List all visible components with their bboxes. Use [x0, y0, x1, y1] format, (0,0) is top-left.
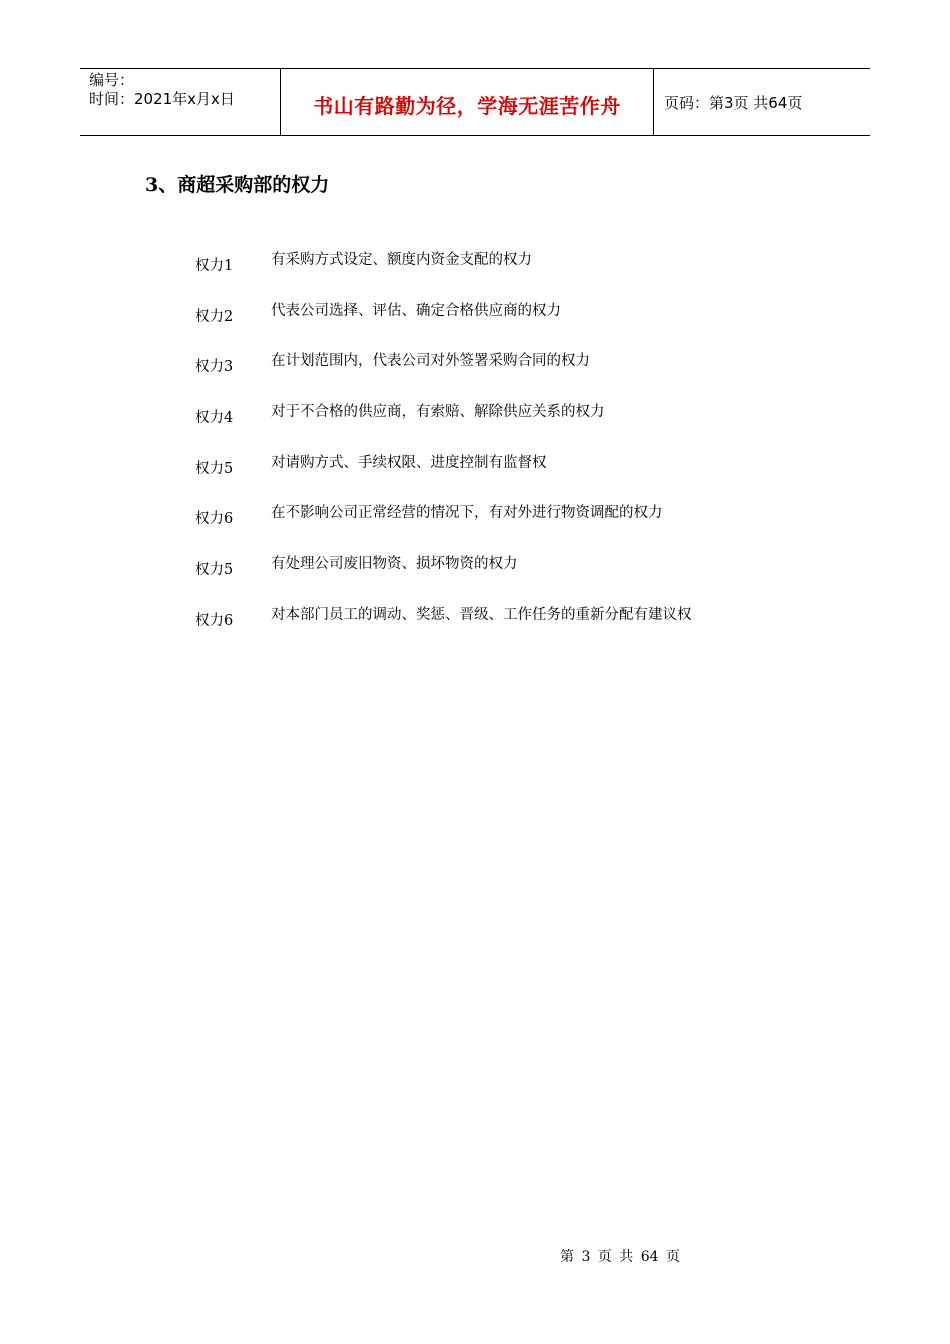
list-item	[195, 501, 835, 552]
power-desc: 对本部门员工的调动、奖惩、晋级、工作任务的重新分配有建议权	[271, 606, 692, 623]
powers-list	[195, 248, 835, 654]
date-label: 时间：2021年x月x日	[89, 90, 235, 108]
power-label: 权力1	[195, 258, 234, 274]
power-desc: 在不影响公司正常经营的情况下，有对外进行物资调配的权力	[271, 505, 663, 522]
section-title: 3、商超采购部的权力	[145, 174, 330, 196]
power-label: 权力6	[195, 612, 234, 629]
power-label: 权力2	[195, 308, 234, 325]
motto-text: 书山有路勤为径，学海无涯苦作舟	[313, 93, 621, 118]
power-desc: 有处理公司废旧物资、损坏物资的权力	[271, 556, 518, 573]
header-meta-cell	[80, 69, 281, 135]
list-item	[195, 349, 835, 400]
list-item	[195, 552, 835, 603]
power-label: 权力3	[195, 359, 234, 376]
page-info: 页码：第3页 共64页	[664, 93, 803, 112]
number-label: 编号：	[89, 71, 135, 89]
list-item	[195, 248, 835, 299]
page-footer: 第 3 页 共 64 页	[560, 1249, 680, 1265]
power-desc: 在计划范围内，代表公司对外签署采购合同的权力	[271, 353, 590, 370]
list-item	[195, 603, 835, 654]
power-label: 权力6	[195, 511, 234, 528]
power-desc: 代表公司选择、评估、确定合格供应商的权力	[271, 302, 561, 319]
header-motto-cell	[281, 69, 654, 135]
power-label: 权力5	[195, 460, 234, 477]
power-desc: 对于不合格的供应商，有索赔、解除供应关系的权力	[271, 404, 605, 421]
list-item	[195, 299, 835, 350]
power-label: 权力5	[195, 562, 234, 579]
power-desc: 对请购方式、手续权限、进度控制有监督权	[271, 454, 547, 471]
list-item	[195, 451, 835, 502]
list-item	[195, 400, 835, 451]
power-desc: 有采购方式设定、额度内资金支配的权力	[271, 252, 532, 268]
document-header	[80, 68, 870, 136]
header-page-cell	[654, 69, 870, 135]
power-label: 权力4	[195, 410, 234, 427]
